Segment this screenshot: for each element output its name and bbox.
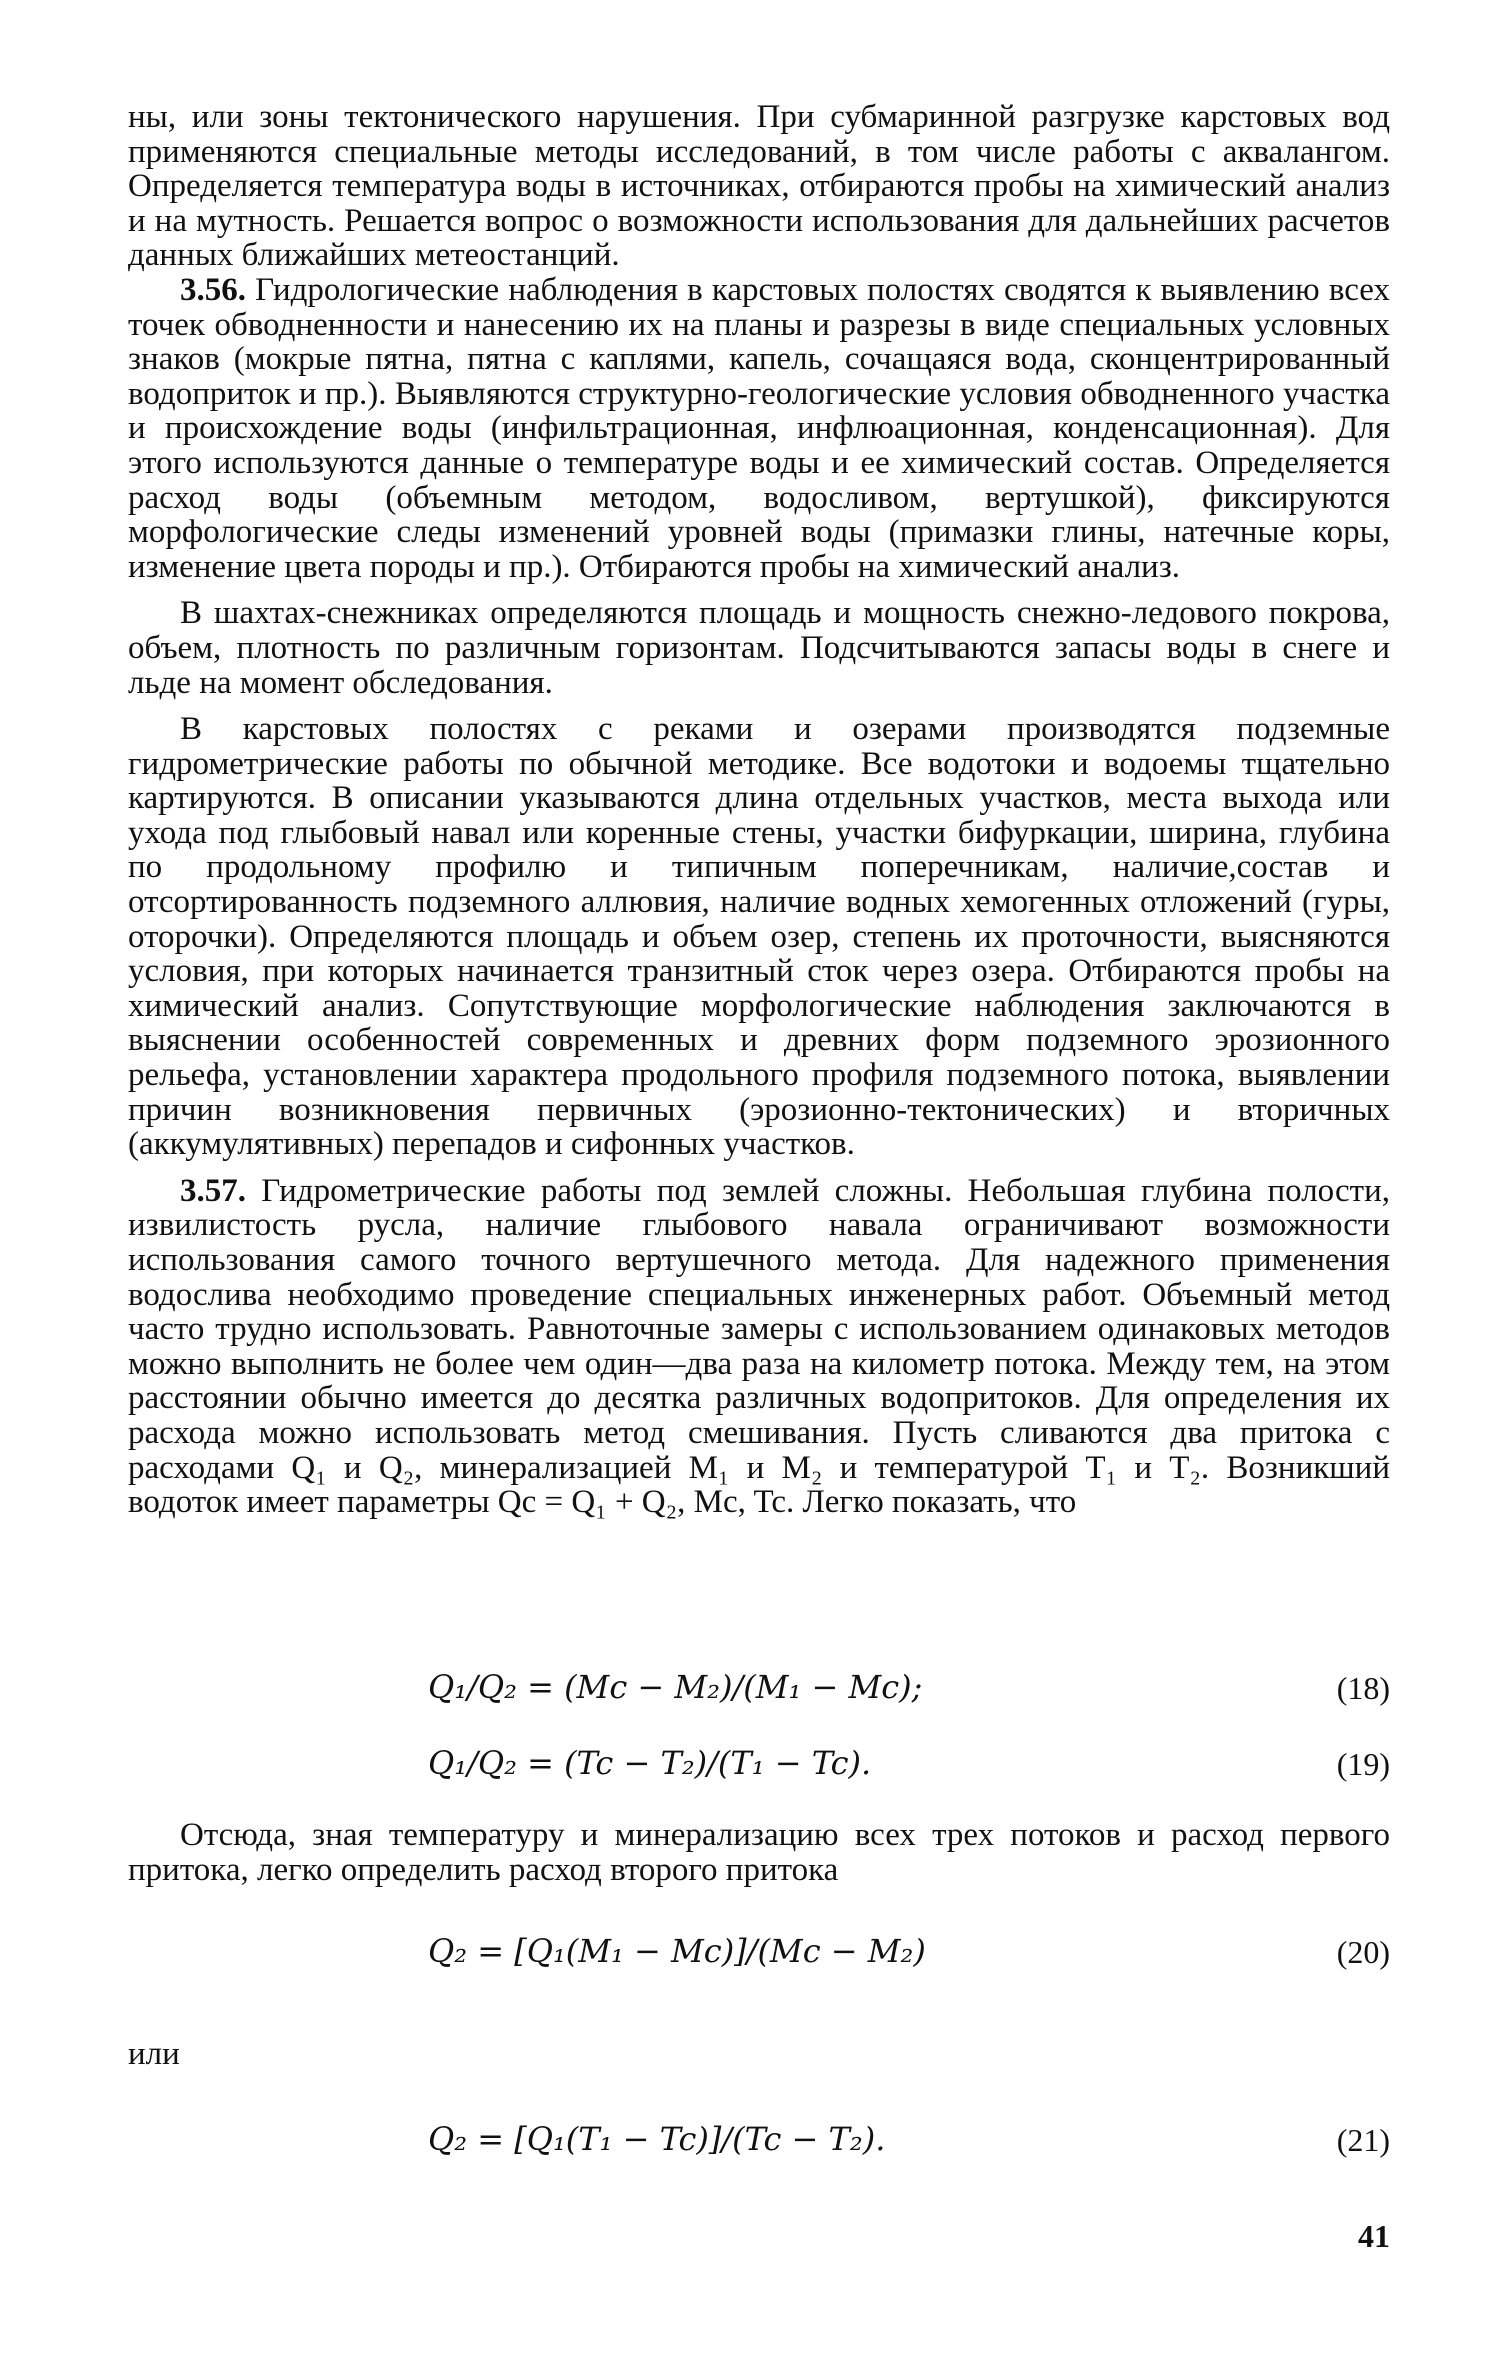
- paragraph-text: Гидрометрические работы под землей сложны. Небольшая глубина полости, извилистость русла, наличие глыбового навала ограничивают возможности использования самого точного вертушечного метода. Для надежного применения водослива необходимо проведение специальных инженерных работ. Объемный метод часто трудно использовать. Равноточные замеры с использованием одинаковых методов можно выполнить не более чем один—два раза на километр потока. Между тем, на этом расстоянии обычно имеется до десятка различных водопритоков. Для определения их расхода можно использовать метод смешивания. Пусть сливаются два притока с расходами Q₁ и Q₂, минерализацией M₁ и M₂ и температурой T₁ и T₂. Возникший водоток имеет параметры Qc = Q₁ + Q₂, Mc, Tc. Легко показать, что: [128, 1172, 1390, 1521]
- paragraph-3: В шахтах-снежниках определяются площадь и мощность снежно-ледового покрова, объем, плотность по различным горизонтам. Подсчитываются запасы воды в снеге и льде на момент обследования.: [128, 595, 1390, 701]
- formula-expression: Q₂ = [Q₁(T₁ − Tc)]/(Tc − T₂).: [428, 2120, 886, 2158]
- formula-number: (19): [1336, 1746, 1390, 1782]
- formula-18: [128, 1668, 1390, 1708]
- formula-20: [128, 1932, 1390, 1972]
- paragraph-section-3-56: [128, 273, 1390, 584]
- section-number: 3.57.: [180, 1172, 246, 1209]
- formula-number: (21): [1336, 2122, 1390, 2158]
- formula-19: [128, 1744, 1390, 1784]
- formula-expression: Q₂ = [Q₁(M₁ − Mc)]/(Mc − M₂): [428, 1932, 926, 1970]
- paragraph-section-3-57: [128, 1174, 1390, 1520]
- paragraph-4: В карстовых полостях с реками и озерами производятся подземные гидрометрические работы по обычной методике. Все водотоки и водоемы тщательно картируются. В описании указываются длина отдельных участков, места выхода или ухода под глыбовый навал или коренные стены, участки бифуркации, ширина, глубина по продольному профилю и типичным поперечникам, наличие,состав и отсортированность подземного аллювия, наличие водных хемогенных отложений (гуры, оторочки). Определяются площадь и объем озер, степень их проточности, выясняются условия, при которых начинается транзитный сток через озера. Отбираются пробы на химический анализ. Сопутствующие морфологические наблюдения заключаются в выяснении особенностей современных и древних форм подземного эрозионного рельефа, установлении характера продольного профиля подземного потока, выявлении причин возникновения первичных (эрозионно-тектонических) и вторичных (аккумулятивных) перепадов и сифонных участков.: [128, 711, 1390, 1163]
- paragraph-1: ны, или зоны тектонического нарушения. При субмаринной разгрузке карстовых вод применяются специальные методы исследований, в том числе работы с аквалангом. Определяется температура воды в источниках, отбираются пробы на химический анализ и на мутность. Решается вопрос о возможности использования для дальнейших расчетов данных ближайших метеостанций.: [128, 99, 1390, 274]
- formula-number: (20): [1336, 1934, 1390, 1970]
- formula-21: [128, 2120, 1390, 2160]
- paragraph-text: Гидрологические наблюдения в карстовых полостях сводятся к выявлению всех точек обводненности и нанесению их на планы и разрезы в виде специальных условных знаков (мокрые пятна, пятна с каплями, капель, сочащаяся вода, сконцентрированный водоприток и пр.). Выявляются структурно-геологические условия обводненного участка и происхождение воды (инфильтрационная, инфлюационная, конденсационная). Для этого используются данные о температуре воды и ее химический состав. Определяется расход воды (объемным методом, водосливом, вертушкой), фиксируются морфологические следы изменений уровней воды (примазки глины, натечные коры, изменение цвета породы и пр.). Отбираются пробы на химический анализ.: [128, 271, 1390, 585]
- page-number: 41: [1358, 2218, 1390, 2254]
- or-word: или: [128, 2036, 180, 2072]
- formula-expression: Q₁/Q₂ = (Tc − T₂)/(T₁ − Tc).: [428, 1744, 872, 1782]
- after-formula-text: [128, 1818, 1390, 1887]
- paragraph-6: Отсюда, зная температуру и минерализацию всех трех потоков и расход первого притока, легко определить расход второго притока: [128, 1817, 1390, 1888]
- formula-expression: Q₁/Q₂ = (Mc − M₂)/(M₁ − Mc);: [428, 1668, 923, 1706]
- section-number: 3.56.: [180, 271, 246, 308]
- formula-number: (18): [1336, 1670, 1390, 1706]
- body-text: [128, 100, 1390, 1532]
